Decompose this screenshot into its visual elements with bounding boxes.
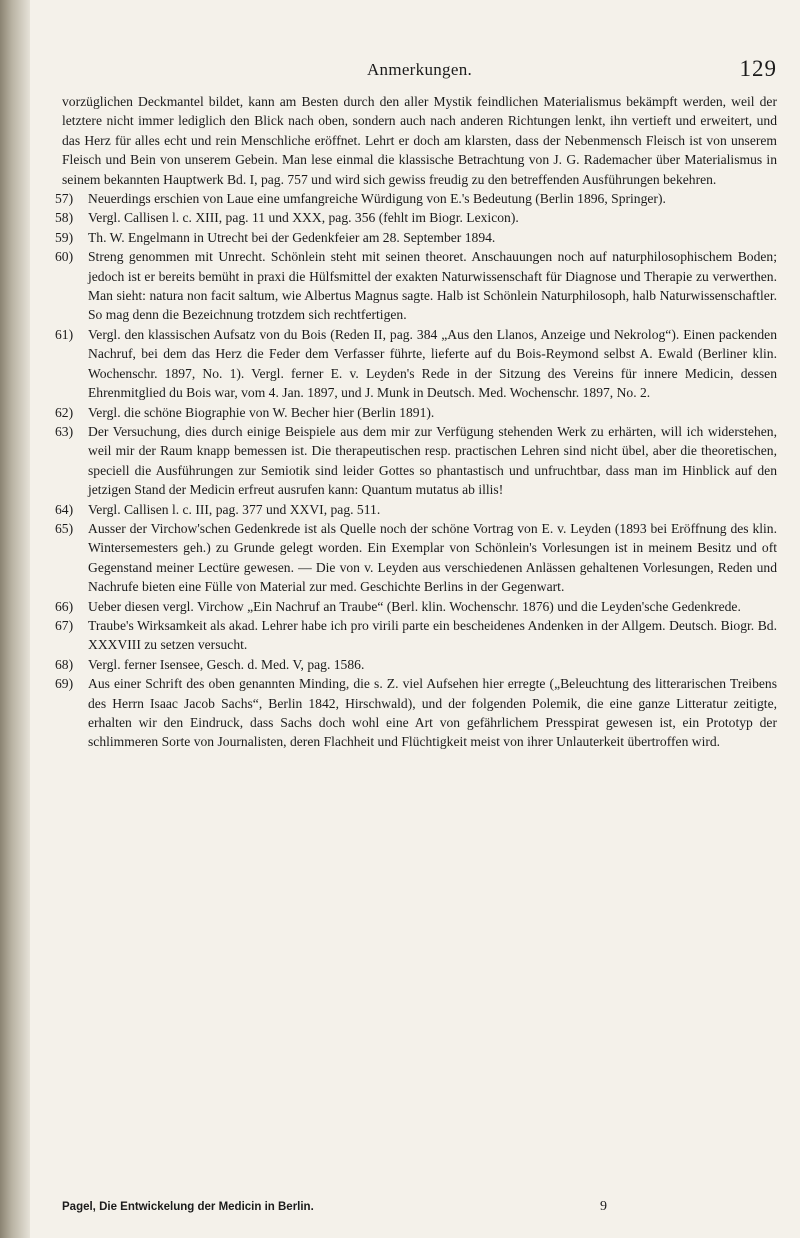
- note-68: [55, 655, 777, 674]
- note-text: Streng genommen mit Unrecht. Schönlein steht mit seinen theoret. Anschauungen noch auf naturphilosophischem Boden; jedoch ist er bereits bemüht in praxi die Hülfsmittel der exakten Naturwissenschaft für Diagnose und Therapie zu verwerthen. Man sieht: natura non facit saltum, wie Albertus Magnus sagte. Halb ist Schönlein Naturphilosoph, halb Naturwissenschaftler. So mag denn die Bezeichnung trotzdem sich rechtfertigen.: [88, 249, 777, 323]
- note-text: Aus einer Schrift des oben genannten Minding, die s. Z. viel Aufsehen hier erregte („Beleuchtung des litterarischen Treibens des Herrn Isaac Jacob Sachs“, Berlin 1842, Hirschwald), und der folgenden Polemik, die eine ganze Litteratur zeitigte, erhalten wir den Eindruck, dass Sachs doch wohl eine Art von gefährlichem Presspirat gewesen ist, ein Prototyp der schlimmeren Sorte von Journalisten, deren Flachheit und Flüchtigkeit meist von ihrer Unlauterkeit übertroffen wird.: [88, 676, 777, 750]
- note-text: Vergl. ferner Isensee, Gesch. d. Med. V, pag. 1586.: [88, 656, 365, 672]
- page-header: [62, 56, 777, 86]
- page-footer: [62, 1201, 777, 1221]
- note-number: 67): [55, 617, 74, 633]
- note-number: 65): [55, 520, 74, 536]
- note-number: 62): [55, 404, 74, 420]
- page-number: 129: [739, 56, 777, 81]
- note-number: 58): [55, 210, 74, 226]
- note-number: 68): [55, 656, 74, 672]
- note-text: Vergl. Callisen l. c. III, pag. 377 und XXVI, pag. 511.: [88, 501, 381, 517]
- note-63: [55, 422, 777, 500]
- note-62: [55, 403, 777, 422]
- note-text: Ausser der Virchow'schen Gedenkrede ist als Quelle noch der schöne Vortrag von E. v. Leyden (1893 bei Eröffnung des klin. Wintersemesters geh.) zu Grunde gelegt worden. Ein Exemplar von Schönlein's Vorlesungen ist in meinem Besitz und oft Gegenstand meiner Lectüre gewesen. — Die von v. Leyden aus verschiedenen Anlässen gehaltenen Vorlesungen, Reden und Nachrufe bieten eine Fülle von Material zur med. Geschichte Berlins in der Gegenwart.: [88, 520, 777, 595]
- note-65: [55, 519, 777, 597]
- note-number: 69): [55, 676, 74, 692]
- note-number: 66): [55, 598, 74, 614]
- note-text: Traube's Wirksamkeit als akad. Lehrer habe ich pro virili parte ein bescheidenes Andenken in der Allgem. Deutsch. Biogr. Bd. XXXVIII zu setzen versucht.: [88, 617, 777, 653]
- note-text: Vergl. Callisen l. c. XIII, pag. 11 und XXX, pag. 356 (fehlt im Biogr. Lexicon).: [88, 210, 519, 226]
- note-text: Neuerdings erschien von Laue eine umfangreiche Würdigung von E.'s Bedeutung (Berlin 1896, Springer).: [88, 191, 666, 207]
- note-66: [55, 597, 777, 616]
- note-number: 59): [55, 229, 74, 245]
- note-number: 60): [55, 249, 74, 265]
- note-57: [55, 189, 777, 208]
- note-61: [55, 325, 777, 403]
- note-text: Der Versuchung, dies durch einige Beispiele aus dem mir zur Verfügung stehenden Werk zu erhärten, will ich widerstehen, weil mir der Raum knapp bemessen ist. Die therapeutischen resp. practischen Lehren sind nicht übel, aber die theoretischen, speciell die Ausführungen zur Semiotik sind leider Gottes so phantastisch und unfruchtbar, dass man im Hinblick auf den jetzigen Stand der Medicin erfreut ausrufen kann: Quantum mutatus ab illis!: [88, 423, 777, 498]
- note-58: [55, 208, 777, 227]
- running-head: Anmerkungen.: [366, 60, 473, 79]
- book-spine-shadow: [0, 0, 30, 1238]
- note-text: Vergl. den klassischen Aufsatz von du Bois (Reden II, pag. 384 „Aus den Llanos, Anzeige und Nekrolog“). Einen packenden Nachruf, bei dem das Herz die Feder dem Verfasser führte, lieferte auf du Bois-Reymond selbst A. Ewald (Berliner klin. Wochenschr. 1897, No. 1). Vergl. ferner E. v. Leyden's Rede in der Sitzung des Vereins für innere Medicin, dessen Ehrenmitglied du Bois war, vom 4. Jan. 1897, und J. Munk in Deutsch. Med. Wochenschr. 1897, No. 2.: [88, 326, 777, 401]
- note-text: Ueber diesen vergl. Virchow „Ein Nachruf an Traube“ (Berl. klin. Wochenschr. 1876) und die Leyden'sche Gedenkrede.: [88, 598, 741, 614]
- note-number: 57): [55, 191, 74, 207]
- note-67: [55, 616, 777, 655]
- note-text: Vergl. die schöne Biographie von W. Becher hier (Berlin 1891).: [88, 404, 435, 420]
- book-page: [55, 0, 777, 1238]
- note-69: [55, 674, 777, 752]
- note-number: 63): [55, 423, 74, 439]
- note-59: [55, 228, 777, 247]
- continued-paragraph: vorzüglichen Deckmantel bildet, kann am Besten durch den aller Mystik feindlichen Materialismus bekämpft werden, weil der letztere nicht immer lediglich den Blick nach oben, sondern auch nach anderen Richtungen lenkt, ihn vertieft und erweitert, und das Herz für alles echt und rein Menschliche eröffnet. Lehrt er doch am klarsten, dass der Nebenmensch Fleisch ist von unserem Fleisch und Bein von unserem Gebein. Man lese einmal die klassische Betrachtung von J. G. Rademacher über Materialismus in seinem bekannten Hauptwerk Bd. I, pag. 757 und wird sich gewiss freudig zu den betreffenden Ausführungen bekehren.: [62, 94, 777, 187]
- note-text: Th. W. Engelmann in Utrecht bei der Gedenkfeier am 28. September 1894.: [88, 229, 496, 245]
- note-64: [55, 500, 777, 519]
- note-number: 61): [55, 326, 74, 342]
- note-60: [55, 247, 777, 325]
- signature-mark: 9: [600, 1199, 607, 1214]
- notes-body: [55, 92, 777, 752]
- signature-line: Pagel, Die Entwickelung der Medicin in Berlin.: [62, 1201, 314, 1213]
- note-number: 64): [55, 501, 74, 517]
